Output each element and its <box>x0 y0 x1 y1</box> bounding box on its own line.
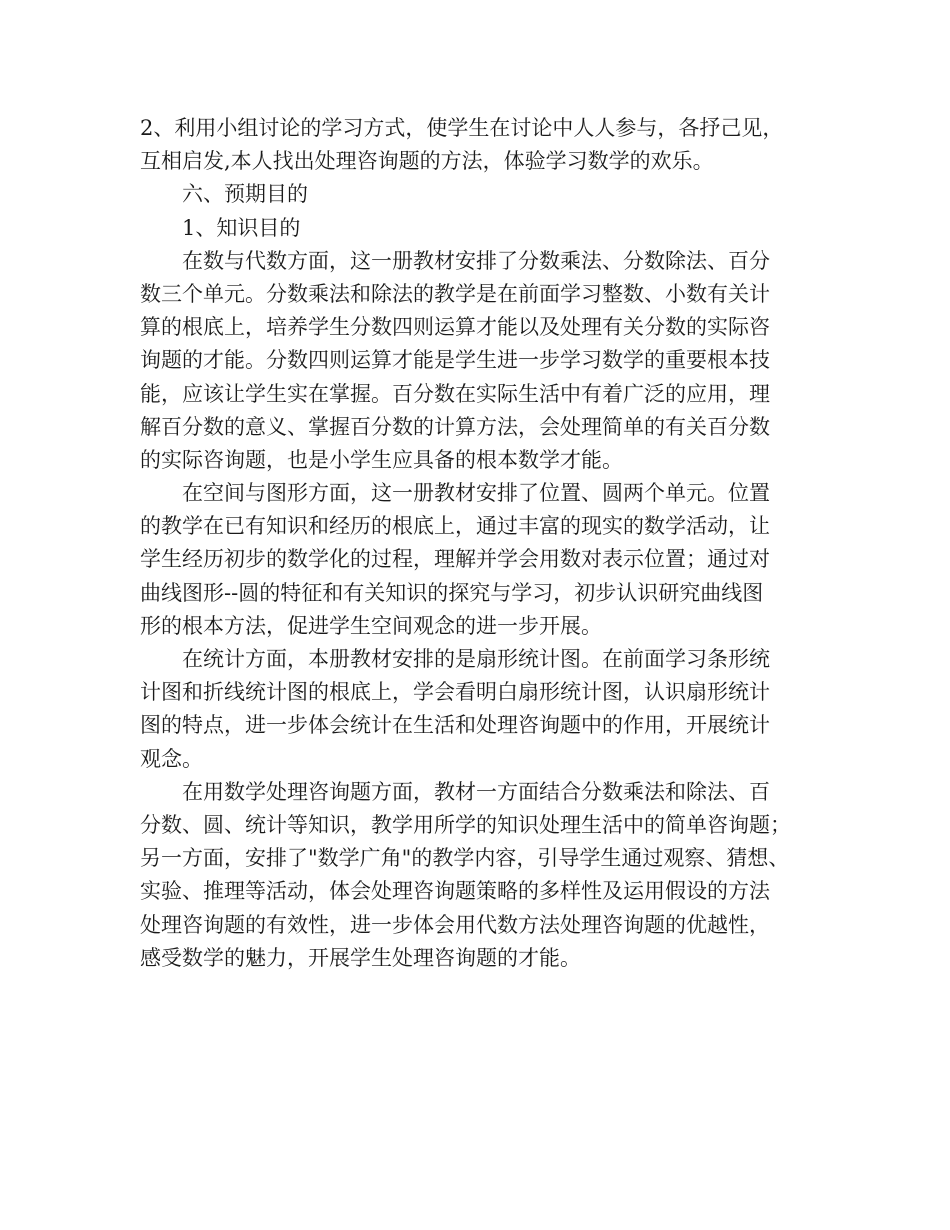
section-heading: 六、预期目的 <box>182 182 308 207</box>
text-line: 的教学在已有知识和经历的根底上，通过丰富的现实的数学活动，让 <box>140 514 770 539</box>
text-line: 2、利用小组讨论的学习方式，使学生在讨论中人人参与，各抒己见， <box>140 116 784 140</box>
document-body <box>140 112 812 975</box>
text-line: 形的根本方法，促进学生空间观念的进一步开展。 <box>140 613 602 638</box>
text-line: 观念。 <box>140 746 203 771</box>
text-line: 在用数学处理咨询题方面，教材一方面结合分数乘法和除法、百 <box>182 779 770 804</box>
text-line: 图的特点，进一步体会统计在生活和处理咨询题中的作用，开展统计 <box>140 713 770 738</box>
text-line: 数三个单元。分数乘法和除法的教学是在前面学习整数、小数有关计 <box>140 281 770 306</box>
text-line: 实验、推理等活动，体会处理咨询题策略的多样性及运用假设的方法 <box>140 879 770 904</box>
subsection-heading: 1、知识目的 <box>182 215 301 240</box>
text-line: 曲线图形--圆的特征和有关知识的探究与学习，初步认识研究曲线图 <box>140 580 764 605</box>
text-line: 询题的才能。分数四则运算才能是学生进一步学习数学的重要根本技 <box>140 348 770 373</box>
text-line: 学生经历初步的数学化的过程，理解并学会用数对表示位置；通过对 <box>140 547 770 572</box>
text-line: 另一方面，安排了"数学广角"的教学内容，引导学生通过观察、猜想、 <box>140 846 790 871</box>
text-line: 在空间与图形方面，这一册教材安排了位置、圆两个单元。位置 <box>182 481 770 506</box>
text-line: 计图和折线统计图的根底上，学会看明白扇形统计图，认识扇形统计 <box>140 680 770 705</box>
text-line: 处理咨询题的有效性，进一步体会用代数方法处理咨询题的优越性， <box>140 912 770 937</box>
text-line: 算的根底上，培养学生分数四则运算才能以及处理有关分数的实际咨 <box>140 315 770 340</box>
text-line: 感受数学的魅力，开展学生处理咨询题的才能。 <box>140 945 581 970</box>
text-line: 的实际咨询题，也是小学生应具备的根本数学才能。 <box>140 447 623 472</box>
text-line: 解百分数的意义、掌握百分数的计算方法，会处理简单的有关百分数 <box>140 414 770 439</box>
text-line: 在统计方面，本册教材安排的是扇形统计图。在前面学习条形统 <box>182 647 770 671</box>
text-line: 互相启发,本人找出处理咨询题的方法，体验学习数学的欢乐。 <box>140 149 714 174</box>
text-line: 分数、圆、统计等知识，教学用所学的知识处理生活中的简单咨询题； <box>140 812 791 837</box>
text-line: 在数与代数方面，这一册教材安排了分数乘法、分数除法、百分 <box>182 248 770 273</box>
text-line: 能，应该让学生实在掌握。百分数在实际生活中有着广泛的应用，理 <box>140 381 770 406</box>
